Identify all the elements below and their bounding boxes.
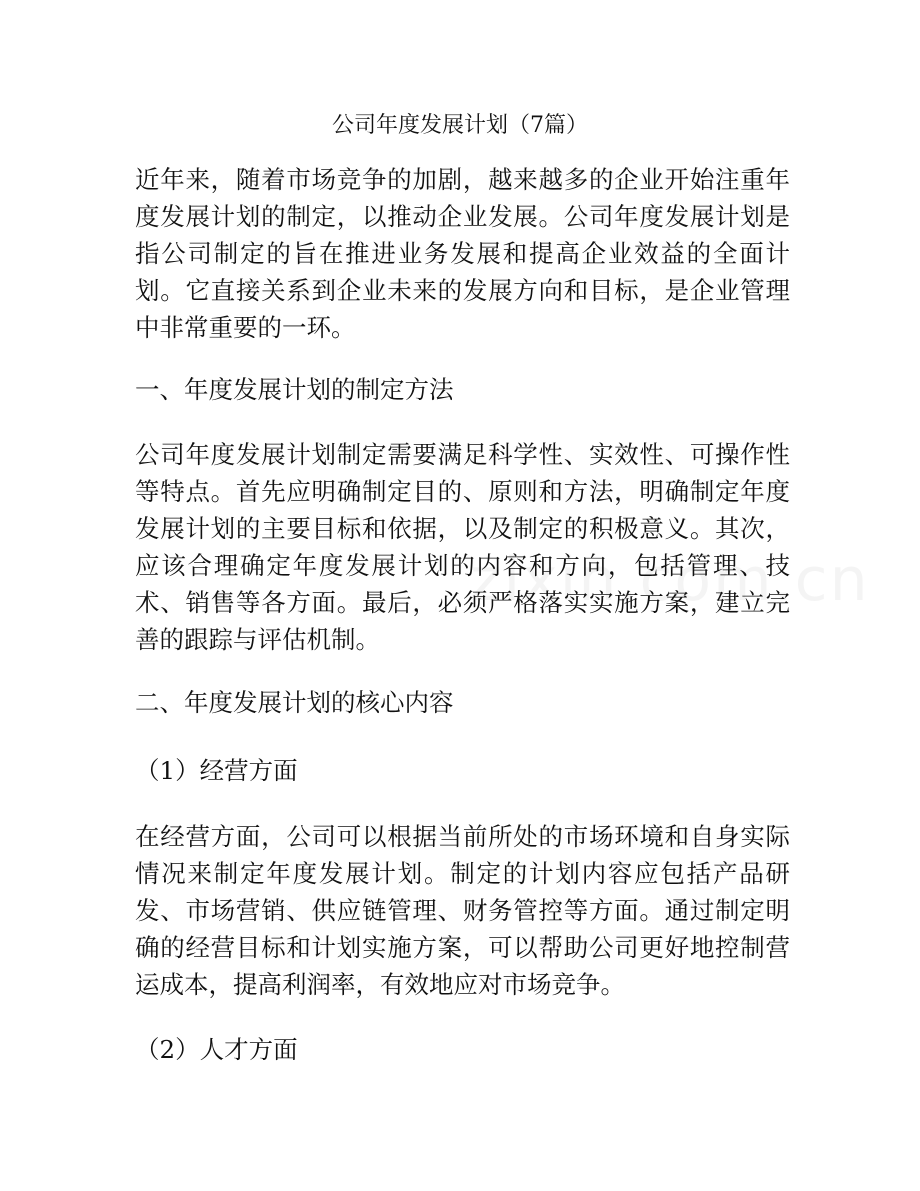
section-2-heading: 二、年度发展计划的核心内容: [135, 688, 454, 717]
subsection-1-paragraph: 在经营方面，公司可以根据当前所处的市场环境和自身实际情况来制定年度发展计划。制定的计划内容应包括产品研发、市场营销、供应链管理、财务管控等方面。通过制定明确的经营目标和计划实施方案，可以帮助公司更好地控制营运成本，提高利润率，有效地应对市场竞争。: [135, 822, 790, 999]
document-title: 公司年度发展计划（7篇）: [332, 113, 588, 138]
intro-paragraph: 近年来，随着市场竞争的加剧，越来越多的企业开始注重年度发展计划的制定，以推动企业发展。公司年度发展计划是指公司制定的旨在推进业务发展和提高企业效益的全面计划。它直接关系到企业未来的发展方向和目标，是企业管理中非常重要的一环。: [135, 165, 790, 342]
subsection-2-heading: （2）人才方面: [135, 1035, 298, 1064]
section-1-paragraph: 公司年度发展计划制定需要满足科学性、实效性、可操作性等特点。首先应明确制定目的、原则和方法，明确制定年度发展计划的主要目标和依据，以及制定的积极意义。其次，应该合理确定年度发展计划的内容和方向，包括管理、技术、销售等各方面。最后，必须严格落实实施方案，建立完善的跟踪与评估机制。: [135, 440, 790, 654]
section-1-heading: 一、年度发展计划的制定方法: [135, 375, 454, 404]
subsection-1-heading: （1）经营方面: [135, 756, 298, 785]
